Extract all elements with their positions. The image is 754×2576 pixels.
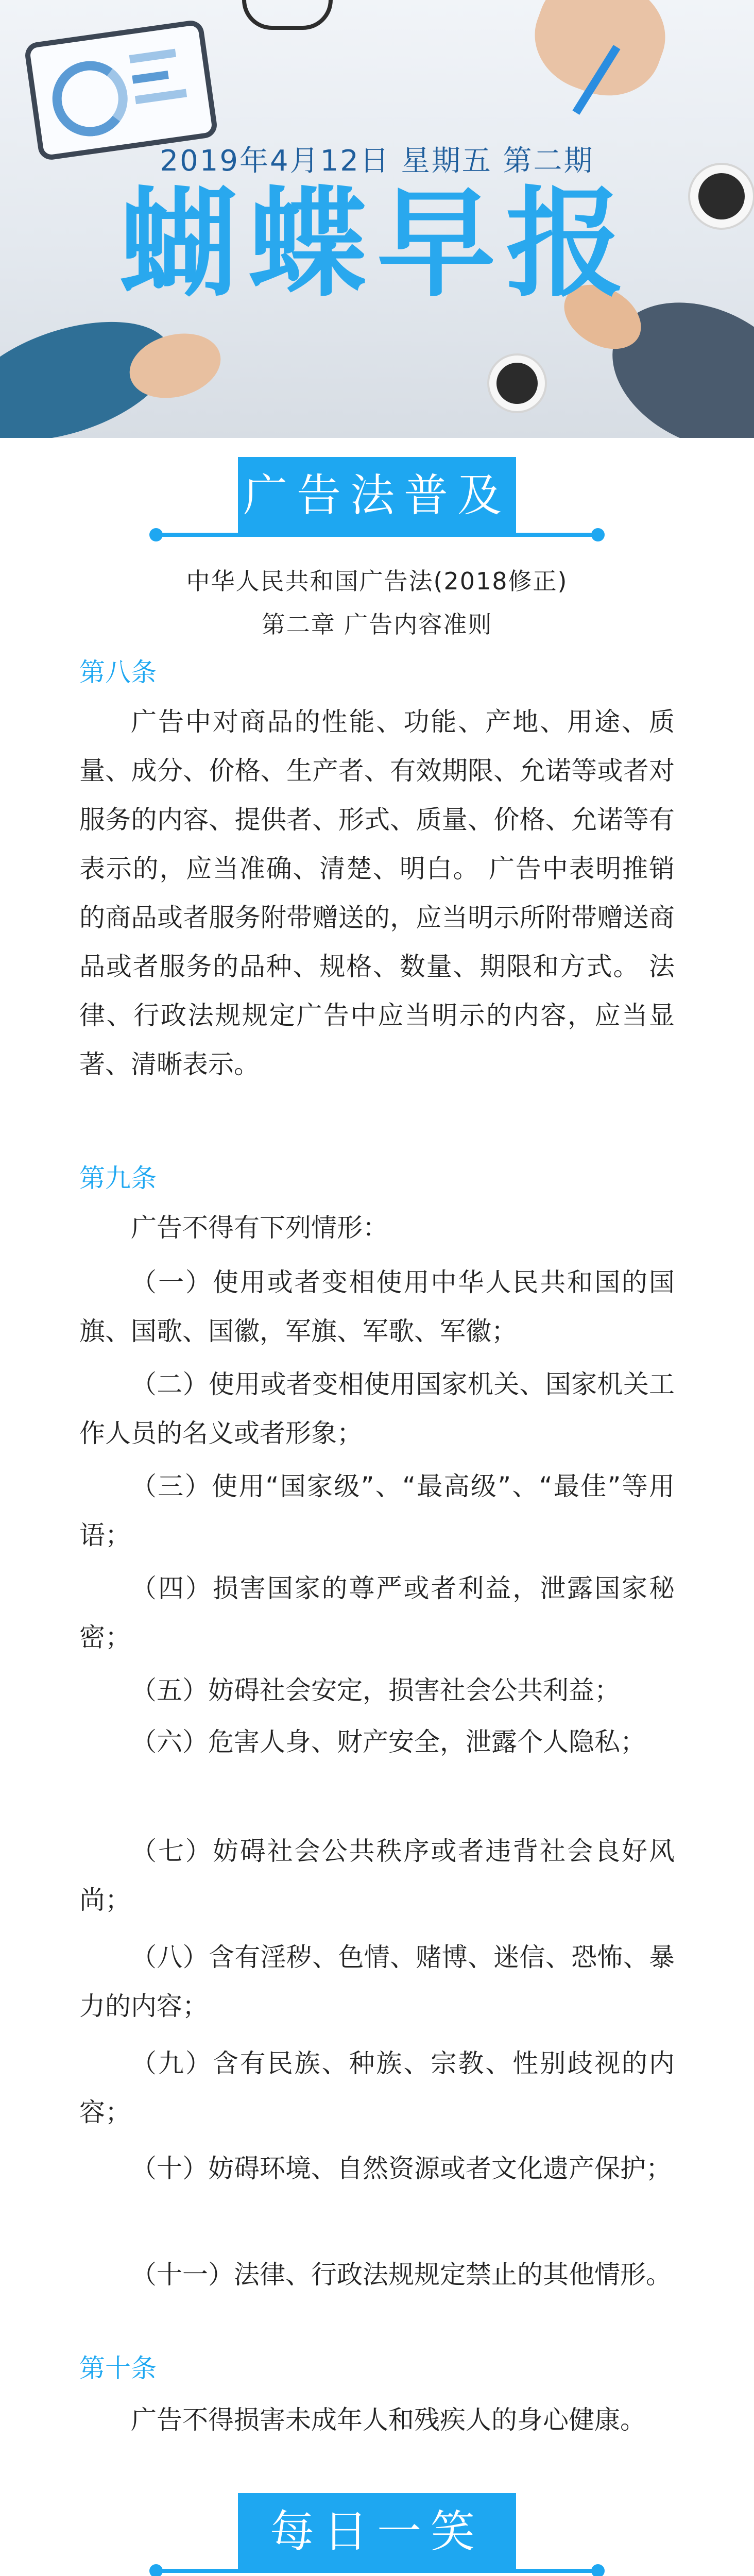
article-10-body: 广告不得损害未成年人和残疾人的身心健康。 bbox=[131, 2405, 646, 2435]
article-9-item: （二）使用或者变相使用国家机关、国家机关工作人员的名义或者形象； bbox=[79, 1369, 675, 1448]
article-9-item: （十）妨碍环境、自然资源或者文化遗产保护； bbox=[131, 2154, 672, 2183]
divider-dot bbox=[591, 528, 605, 541]
article-8-body: 广告中对商品的性能、功能、产地、用途、质量、成分、价格、生产者、有效期限、允诺等或者对服务的内容、提供者、形式、质量、价格、允诺等有表示的，应当准确、清楚、明白。 广告中表明推销的商品或者服务附带赠送的，应当明示所附带赠送商品或者服务的品种、规格、数量、期限和方式。 法律、行政法规规定广告中应当明示的内容，应当显著、清晰表示。 bbox=[79, 707, 675, 1079]
article-9-item: （九）含有民族、种族、宗教、性别歧视的内容； bbox=[79, 2048, 675, 2127]
article-9-item: （六）危害人身、财产安全，泄露个人隐私； bbox=[131, 1727, 646, 1757]
divider bbox=[160, 2569, 594, 2573]
law-section-header bbox=[0, 457, 754, 534]
chapter-title: 第二章 广告内容准则 bbox=[261, 611, 493, 638]
article-9-title: 第九条 bbox=[79, 1163, 157, 1193]
article-9-item: （三）使用“国家级”、“最高级”、“最佳”等用语； bbox=[79, 1471, 675, 1550]
divider bbox=[160, 533, 594, 537]
section-title: 每日一笑 bbox=[238, 2493, 516, 2570]
divider-dot bbox=[149, 2564, 163, 2576]
glasses-image bbox=[242, 0, 333, 30]
joke-section-header bbox=[0, 2493, 754, 2570]
article-9-item: （十一）法律、行政法规规定禁止的其他情形。 bbox=[131, 2260, 672, 2290]
page-title: 蝴蝶早报 bbox=[119, 176, 635, 313]
hand-image bbox=[520, 0, 680, 111]
divider-dot bbox=[591, 2564, 605, 2576]
article-9-item: （五）妨碍社会安定，损害社会公共利益； bbox=[131, 1675, 620, 1705]
header-banner bbox=[0, 0, 754, 438]
issue-date: 2019年4月12日 星期五 第二期 bbox=[160, 144, 594, 178]
article-9-intro: 广告不得有下列情形： bbox=[131, 1213, 388, 1243]
coffee-cup-image bbox=[489, 355, 545, 411]
section-title: 广告法普及 bbox=[238, 457, 516, 534]
article-9-item: （一）使用或者变相使用中华人民共和国的国旗、国歌、国徽，军旗、军歌、军徽； bbox=[79, 1267, 675, 1346]
article-10-title: 第十条 bbox=[79, 2353, 157, 2383]
law-name: 中华人民共和国广告法(2018修正) bbox=[186, 567, 568, 595]
article-9-item: （四）损害国家的尊严或者利益，泄露国家秘密； bbox=[79, 1573, 675, 1652]
article-9-item: （八）含有淫秽、色情、赌博、迷信、恐怖、暴力的内容； bbox=[79, 1942, 675, 2021]
article-9-item: （七）妨碍社会公共秩序或者违背社会良好风尚； bbox=[79, 1836, 675, 1915]
divider-dot bbox=[149, 528, 163, 541]
article-8-title: 第八条 bbox=[79, 657, 157, 687]
